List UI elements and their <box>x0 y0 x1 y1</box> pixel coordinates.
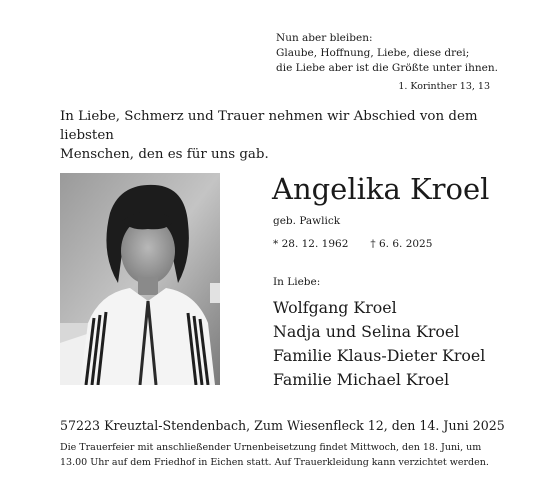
deceased-name: Angelika Kroel <box>272 172 490 206</box>
mourners-list <box>273 296 485 392</box>
quote-line-2: Glaube, Hoffnung, Liebe, diese drei; <box>276 47 470 59</box>
quote-line-1: Nun aber bleiben: <box>276 32 373 44</box>
portrait-image <box>60 173 220 385</box>
address-date: 57223 Kreuztal-Stendenbach, Zum Wiesenfleck 12, den 14. Juni 2025 <box>60 418 505 433</box>
death-date: † 6. 6. 2025 <box>370 238 433 250</box>
notice-line-2: 13.00 Uhr auf dem Friedhof in Eichen statt. Auf Trauerkleidung kann verzichtet werden. <box>60 457 489 468</box>
intro-line-1: In Liebe, Schmerz und Trauer nehmen wir Abschied von dem liebsten <box>60 109 478 143</box>
bible-quote <box>276 31 498 94</box>
mourner-name: Nadja und Selina Kroel <box>273 322 460 341</box>
quote-reference: 1. Korinther 13, 13 <box>398 81 490 92</box>
funeral-notice <box>60 440 500 470</box>
life-dates <box>273 238 432 250</box>
mourners-label: In Liebe: <box>273 276 321 288</box>
notice-line-1: Die Trauerfeier mit anschließender Urnenbeisetzung findet Mittwoch, den 18. Juni, um <box>60 442 482 453</box>
portrait-photo <box>60 173 220 385</box>
birth-name: geb. Pawlick <box>273 215 341 227</box>
quote-line-3: die Liebe aber ist die Größte unter ihnen. <box>276 62 498 74</box>
mourner-name: Familie Michael Kroel <box>273 370 450 389</box>
mourner-name: Wolfgang Kroel <box>273 298 397 317</box>
intro-text <box>60 107 500 164</box>
intro-line-2: Menschen, den es für uns gab. <box>60 147 269 162</box>
birth-date: * 28. 12. 1962 <box>273 238 349 250</box>
mourner-name: Familie Klaus-Dieter Kroel <box>273 346 486 365</box>
